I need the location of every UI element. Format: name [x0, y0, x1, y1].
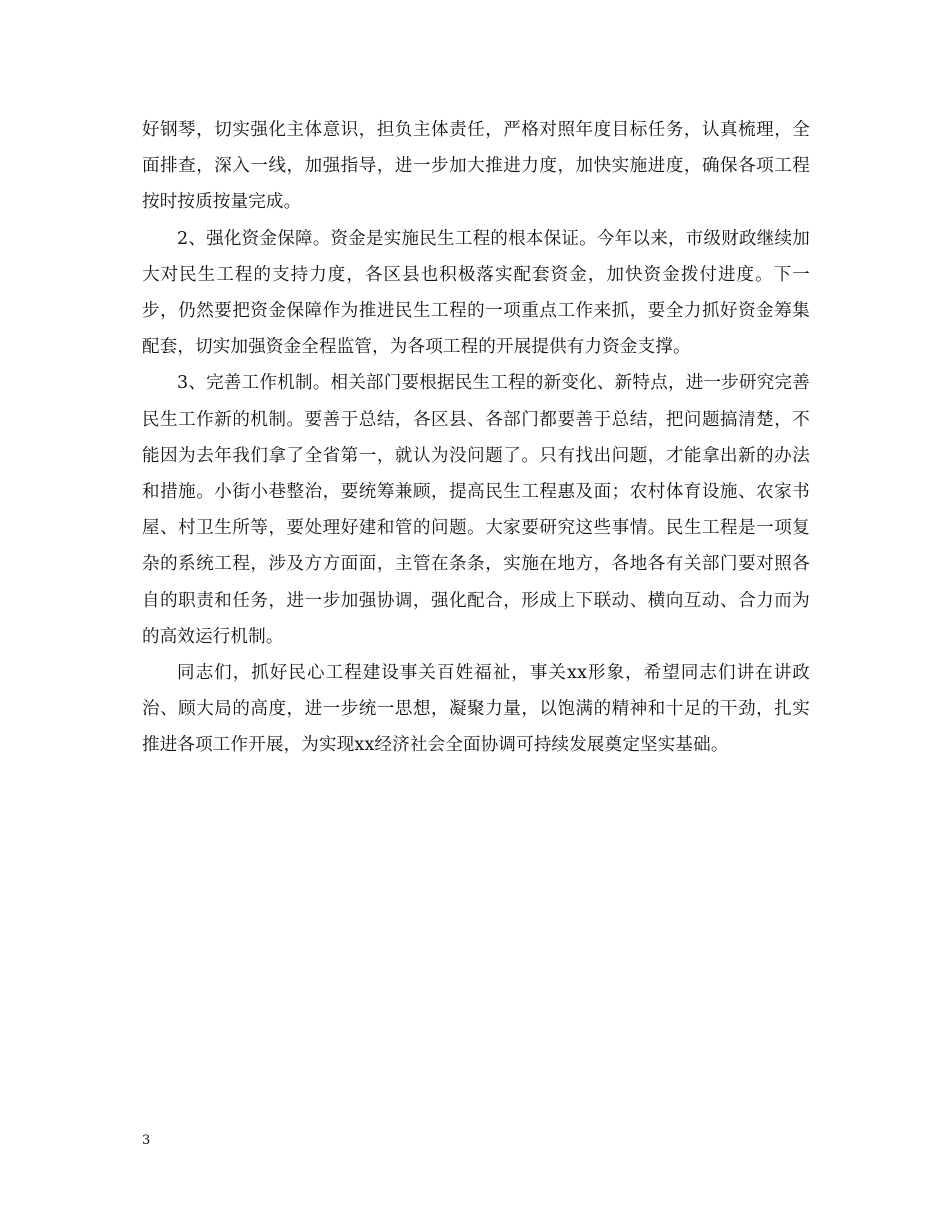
paragraph-funding-guarantee: 2、强化资金保障。资金是实施民生工程的根本保证。今年以来，市级财政继续加大对民生工程的支持力度，各区县也积极落实配套资金，加快资金拨付进度。下一步，仍然要把资金保障作为推进民生工程的一项重点工作来抓，要全力抓好资金筹集配套，切实加强资金全程监管，为各项工程的开展提供有力资金支撑。 [142, 228, 810, 358]
paragraph-continuation: 好钢琴，切实强化主体意识，担负主体责任，严格对照年度目标任务，认真梳理，全面排查，深入一线，加强指导，进一步加大推进力度，加快实施进度，确保各项工程按时按质按量完成。 [142, 120, 810, 213]
document-body [142, 112, 810, 764]
paragraph-work-mechanism: 3、完善工作机制。相关部门要根据民生工程的新变化、新特点，进一步研究完善民生工作新的机制。要善于总结，各区县、各部门都要善于总结，把问题搞清楚，不能因为去年我们拿了全省第一，就认为没问题了。只有找出问题，才能拿出新的办法和措施。小街小巷整治，要统筹兼顾，提高民生工程惠及面；农村体育设施、农家书屋、村卫生所等，要处理好建和管的问题。大家要研究这些事情。民生工程是一项复杂的系统工程，涉及方方面面，主管在条条，实施在地方，各地各有关部门要对照各自的职责和任务，进一步加强协调，强化配合，形成上下联动、横向互动、合力而为的高效运行机制。 [142, 373, 810, 647]
page-number: 3 [142, 1133, 151, 1148]
paragraph-closing-remarks: 同志们，抓好民心工程建设事关百姓福祉，事关xx形象，希望同志们讲在讲政治、顾大局的高度，进一步统一思想，凝聚力量，以饱满的精神和十足的干劲，扎实推进各项工作开展，为实现xx经济社会全面协调可持续发展奠定坚实基础。 [142, 663, 810, 756]
